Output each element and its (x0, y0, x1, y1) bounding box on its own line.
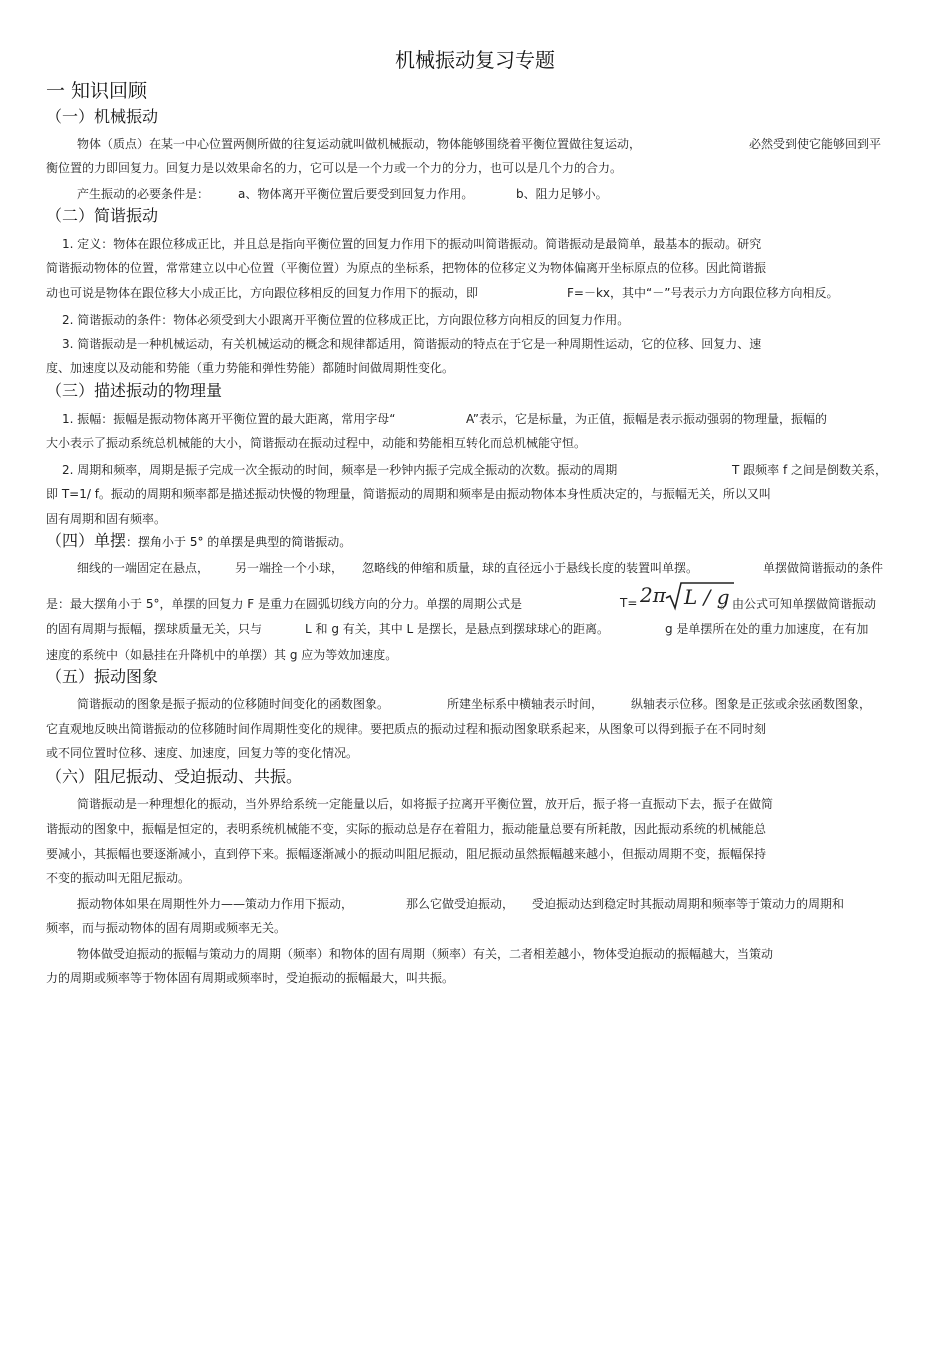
paragraph-line: 必然受到使它能够回到平 (749, 137, 882, 151)
section-heading-knowledge-review: 一 知识回顾 (46, 80, 148, 102)
paragraph-line: 频率，而与振动物体的固有周期或频率无关。 (46, 921, 287, 935)
paragraph-line: 所建坐标系中横轴表示时间， (447, 697, 604, 711)
heading-vibration-graph: （五）振动图象 (46, 667, 159, 686)
heading-simple-pendulum-tail: ：摆角小于 5° 的单摆是典型的简谐振动。 (126, 535, 352, 549)
paragraph-line: 即 T=1/ f。振动的周期和频率都是描述振动快慢的物理量，简谐振动的周期和频率是由振动物体本身性质决定的，与振幅无关，所以又叫 (46, 487, 771, 501)
heading-damped-forced-resonance: （六）阻尼振动、受迫振动、共振。 (46, 767, 303, 786)
paragraph-line: 度、加速度以及动能和势能（重力势能和弹性势能）都随时间做周期性变化。 (46, 361, 455, 375)
paragraph-line: 简谐振动是一种理想化的振动，当外界给系统一定能量以后，如将振子拉离开平衡位置，放开后，振子将一直振动下去，振子在做简 (77, 797, 774, 811)
paragraph-line: 动也可说是物体在跟位移大小成正比，方向跟位移相反的回复力作用下的振动，即 (46, 286, 479, 300)
paragraph-line: 速度的系统中（如悬挂在升降机中的单摆）其 g 应为等效加速度。 (46, 648, 398, 662)
paragraph-line: 谐振动的图象中，振幅是恒定的，表明系统机械能不变，实际的振动总是存在着阻力，振动能量总要有所耗散，因此振动系统的机械能总 (46, 822, 767, 836)
heading-simple-pendulum-label: （四）单摆 (46, 531, 127, 550)
paragraph-line: T 跟频率 f 之间是倒数关系， (732, 463, 887, 477)
formula-prefix: T= (620, 596, 638, 610)
paragraph-line: b、阻力足够小。 (516, 187, 608, 201)
paragraph-line: 纵轴表示位移。图象是正弦或余弦函数图象， (631, 697, 872, 711)
paragraph-line: 简谐振动的图象是振子振动的位移随时间变化的函数图象。 (77, 697, 390, 711)
paragraph-line: 2. 周期和频率，周期是振子完成一次全振动的时间，频率是一秒钟内振子完成全振动的次数。振动的周期 (62, 463, 618, 477)
paragraph-line: a、物体离开平衡位置后要受到回复力作用。 (238, 187, 474, 201)
svg-text:2π: 2π (640, 583, 666, 607)
paragraph-line: 细线的一端固定在悬点， (77, 561, 210, 575)
paragraph-line: 物体（质点）在某一中心位置两侧所做的往复运动就叫做机械振动，物体能够围绕着平衡位置做往复运动， (77, 137, 642, 151)
paragraph-line: 单摆做简谐振动的条件 (763, 561, 884, 575)
paragraph-line: 是：最大摆角小于 5°，单摆的回复力 F 是重力在圆弧切线方向的分力。单摆的周期公式是 (46, 597, 522, 611)
paragraph-line: 它直观地反映出简谐振动的位移随时间作周期性变化的规律。要把质点的振动过程和振动图象联系起来，从图象可以得到振子在不同时刻 (46, 722, 767, 736)
heading-physical-quantities: （三）描述振动的物理量 (46, 381, 223, 400)
paragraph-line: L 和 g 有关，其中 L 是摆长，是悬点到摆球球心的距离。 (305, 622, 610, 636)
paragraph-line: 产生振动的必要条件是： (77, 187, 210, 201)
paragraph-line: 固有周期和固有频率。 (46, 512, 167, 526)
paragraph-line: 简谐振动物体的位置，常常建立以中心位置（平衡位置）为原点的坐标系，把物体的位移定义为物体偏离开坐标原点的位移。因此简谐振 (46, 261, 767, 275)
document-title: 机械振动复习专题 (395, 48, 555, 72)
paragraph-line: 要减小，其振幅也要逐渐减小，直到停下来。振幅逐渐减小的振动叫阻尼振动，阻尼振动虽然振幅越来越小，但振动周期不变，振幅保持 (46, 847, 767, 861)
paragraph-line: 3. 简谐振动是一种机械运动，有关机械运动的概念和规律都适用，简谐振动的特点在于它是一种周期性运动，它的位移、回复力、速 (62, 337, 762, 351)
paragraph-line: 2. 简谐振动的条件：物体必须受到大小跟离开平衡位置的位移成正比，方向跟位移方向相反的回复力作用。 (62, 313, 630, 327)
paragraph-line: 1. 定义：物体在跟位移成正比，并且总是指向平衡位置的回复力作用下的振动叫简谐振动。简谐振动是最简单，最基本的振动。研究 (62, 237, 762, 251)
paragraph-line: 不变的振动叫无阻尼振动。 (46, 871, 191, 885)
paragraph-line: 忽略线的伸缩和质量，球的直径远小于悬线长度的装置叫单摆。 (362, 561, 699, 575)
paragraph-line: 物体做受迫振动的振幅与策动力的周期（频率）和物体的固有周期（频率）有关，二者相差越小，物体受迫振动的振幅越大，当策动 (77, 947, 774, 961)
paragraph-line: 受迫振动达到稳定时其振动周期和频率等于策动力的周期和 (532, 897, 845, 911)
paragraph-line: 那么它做受迫振动， (406, 897, 515, 911)
paragraph-line: g 是单摆所在处的重力加速度，在有加 (665, 622, 869, 636)
paragraph-line: 。由公式可知单摆做简谐振动 (720, 597, 877, 611)
paragraph-line: 或不同位置时位移、速度、加速度，回复力等的变化情况。 (46, 746, 359, 760)
paragraph-line: 另一端拴一个小球， (235, 561, 344, 575)
heading-simple-pendulum (46, 531, 351, 552)
svg-text:L / g: L / g (684, 585, 730, 609)
heading-mechanical-vibration: （一）机械振动 (46, 107, 159, 126)
heading-simple-harmonic-vibration: （二）简谐振动 (46, 206, 159, 225)
paragraph-line: 力的周期或频率等于物体固有周期或频率时，受迫振动的振幅最大，叫共振。 (46, 971, 455, 985)
paragraph-line: 振动物体如果在周期性外力——策动力作用下振动， (77, 897, 354, 911)
paragraph-line: A”表示，它是标量，为正值，振幅是表示振动强弱的物理量，振幅的 (466, 412, 827, 426)
paragraph-line: 衡位置的力即回复力。回复力是以效果命名的力，它可以是一个力或一个力的分力，也可以是几个力的合力。 (46, 161, 623, 175)
paragraph-line: 1. 振幅：振幅是振动物体离开平衡位置的最大距离，常用字母“ (62, 412, 396, 426)
paragraph-line: 的固有周期与振幅，摆球质量无关，只与 (46, 622, 263, 636)
paragraph-line: 大小表示了振动系统总机械能的大小，简谐振动在振动过程中，动能和势能相互转化而总机械能守恒。 (46, 436, 587, 450)
paragraph-line: F=－kx，其中“－”号表示力方向跟位移方向相反。 (567, 286, 839, 300)
